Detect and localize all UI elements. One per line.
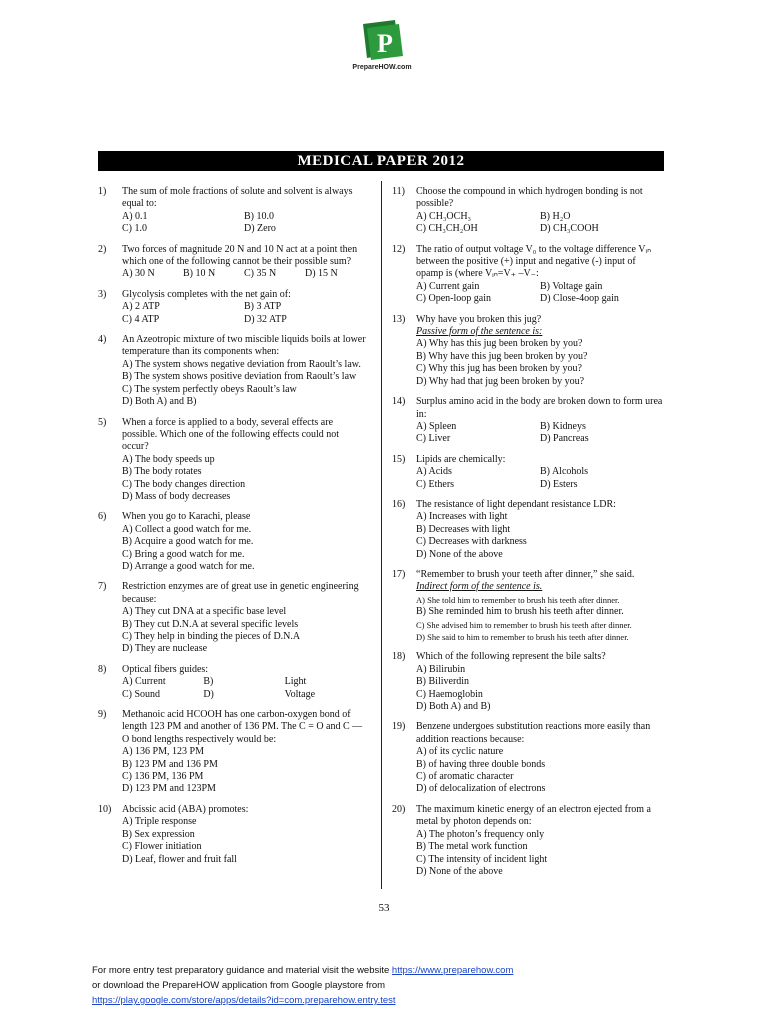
question-body bbox=[122, 289, 366, 326]
question-text: The ratio of output voltage V₀ to the voltage difference Vᵢₙ between the positive (+) input and negative (-) input of opamp is (where Vᵢₙ=V₊ –V₋: bbox=[416, 243, 652, 280]
option: B) H₂O bbox=[540, 210, 571, 222]
question-body bbox=[122, 334, 366, 408]
question-body bbox=[416, 651, 664, 713]
question bbox=[98, 244, 366, 281]
question-body bbox=[416, 721, 664, 795]
website-link[interactable]: https://www.preparehow.com bbox=[391, 965, 514, 976]
question-body bbox=[122, 511, 366, 573]
option: C) CH₃CH₂OH bbox=[416, 223, 478, 235]
question-text: An Azeotropic mixture of two miscible liquids boils at lower temperature than its components when: bbox=[122, 334, 366, 358]
option-row bbox=[416, 421, 664, 433]
option: C) Ethers bbox=[416, 478, 455, 490]
option-row bbox=[416, 466, 664, 478]
question bbox=[392, 721, 664, 795]
option: B) Acquire a good watch for me. bbox=[122, 536, 254, 548]
question bbox=[98, 664, 366, 701]
option-row bbox=[416, 293, 664, 305]
question-body bbox=[122, 664, 366, 701]
option: D) 15 N bbox=[305, 268, 338, 280]
preparehow-logo-icon bbox=[359, 18, 405, 62]
right-column bbox=[392, 186, 664, 886]
question bbox=[98, 709, 366, 796]
question-body bbox=[122, 804, 366, 866]
question-text: Surplus amino acid in the body are broken down to form urea in: bbox=[416, 396, 663, 420]
logo bbox=[352, 18, 412, 71]
question-number: 14) bbox=[392, 396, 406, 408]
question bbox=[392, 804, 664, 878]
option: C) Bring a good watch for me. bbox=[122, 548, 245, 560]
option: D) None of the above bbox=[416, 865, 503, 877]
question-text: The resistance of light dependant resistance LDR: bbox=[416, 498, 616, 510]
question-number: 3) bbox=[98, 288, 107, 300]
option: A) 0.1 bbox=[122, 210, 148, 222]
option: Voltage bbox=[284, 688, 316, 700]
option: D) 123 PM and 123PM bbox=[122, 783, 216, 795]
option-row bbox=[416, 433, 664, 445]
question bbox=[392, 651, 664, 713]
question-body bbox=[122, 417, 366, 504]
option: C) The body changes direction bbox=[122, 478, 246, 490]
option-row bbox=[122, 301, 366, 313]
question-number: 5) bbox=[98, 416, 107, 428]
option: D) CH₃COOH bbox=[540, 223, 599, 235]
option: A) The system shows negative deviation from Raoult’s law. bbox=[122, 358, 361, 370]
playstore-link[interactable]: https://play.google.com/store/apps/details?id=com.preparehow.entry.test bbox=[92, 995, 396, 1006]
question-body bbox=[122, 581, 366, 655]
option: A) 2 ATP bbox=[122, 301, 160, 313]
option: D) bbox=[203, 688, 214, 700]
question-body bbox=[416, 314, 664, 388]
question-number: 12) bbox=[392, 243, 406, 255]
question-body bbox=[122, 244, 366, 281]
option: C) Decreases with darkness bbox=[416, 536, 527, 548]
option: B) 3 ATP bbox=[244, 301, 282, 313]
question-number: 7) bbox=[98, 581, 107, 593]
option: D) They are nuclease bbox=[122, 643, 208, 655]
option-row bbox=[416, 223, 664, 235]
option: D) Zero bbox=[244, 223, 276, 235]
question bbox=[98, 804, 366, 866]
question-text: Abcissic acid (ABA) promotes: bbox=[122, 803, 249, 815]
question bbox=[392, 499, 664, 561]
option-row bbox=[122, 689, 366, 701]
option: C) Liver bbox=[416, 433, 451, 445]
question-body bbox=[416, 454, 664, 491]
footer bbox=[92, 963, 513, 1008]
option: D) Pancreas bbox=[540, 433, 589, 445]
question-text: Methanoic acid HCOOH has one carbon-oxygen bond of length 123 PM and another of 136 PM. The C = O and C — O bond lengths respectively would be: bbox=[122, 709, 363, 745]
question-text: Glycolysis completes with the net gain of: bbox=[122, 288, 291, 300]
question bbox=[98, 289, 366, 326]
question bbox=[98, 334, 366, 408]
option: C) 4 ATP bbox=[122, 313, 160, 325]
option: A) Current gain bbox=[416, 280, 480, 292]
question-text: When you go to Karachi, please bbox=[122, 511, 251, 523]
question-number: 8) bbox=[98, 663, 107, 675]
question-number: 10) bbox=[98, 803, 112, 815]
question bbox=[98, 511, 366, 573]
option: Light bbox=[284, 676, 307, 688]
option: C) Flower initiation bbox=[122, 841, 202, 853]
question-text: Which of the following represent the bile salts? bbox=[416, 651, 606, 663]
question-text: When a force is applied to a body, several effects are possible. Which one of the following effects could not occur? bbox=[122, 416, 340, 453]
question bbox=[98, 581, 366, 655]
option: B) The system shows positive deviation from Raoult’s law bbox=[122, 371, 357, 383]
question-text: Why have you broken this jug? bbox=[416, 313, 542, 325]
option: C) 35 N bbox=[244, 268, 277, 280]
option: C) Sound bbox=[122, 688, 161, 700]
question-text: “Remember to brush your teeth after dinner,” she said. bbox=[416, 568, 635, 580]
question bbox=[392, 186, 664, 236]
question-text: The maximum kinetic energy of an electron ejected from a metal by photon depends on: bbox=[416, 803, 651, 828]
option-row bbox=[416, 281, 664, 293]
option: B) She reminded him to brush his teeth after dinner. bbox=[416, 606, 624, 618]
option: C) The system perfectly obeys Raoult’s law bbox=[122, 383, 297, 395]
option: A) Current bbox=[122, 676, 166, 688]
column-divider bbox=[381, 181, 382, 889]
question-body bbox=[416, 499, 664, 561]
option: B) 123 PM and 136 PM bbox=[122, 758, 218, 770]
question-text: Choose the compound in which hydrogen bonding is not possible? bbox=[416, 186, 643, 210]
question-text: Benzene undergoes substitution reactions more easily than addition reactions because: bbox=[416, 721, 651, 745]
option: B) Voltage gain bbox=[540, 280, 603, 292]
option: C) The intensity of incident light bbox=[416, 853, 548, 865]
option: D) Esters bbox=[540, 478, 578, 490]
option-row bbox=[122, 676, 366, 688]
question-number: 4) bbox=[98, 334, 107, 346]
option: B) The body rotates bbox=[122, 466, 202, 478]
option: A) The photon’s frequency only bbox=[416, 828, 545, 840]
question-number: 2) bbox=[98, 243, 107, 255]
question-number: 1) bbox=[98, 186, 107, 197]
option: B) Biliverdin bbox=[416, 676, 470, 688]
option: C) 1.0 bbox=[122, 223, 147, 235]
option: A) Acids bbox=[416, 466, 452, 478]
page-title: MEDICAL PAPER 2012 bbox=[98, 151, 664, 171]
page-number: 53 bbox=[378, 902, 390, 914]
question bbox=[98, 186, 366, 236]
option: A) They cut DNA at a specific base level bbox=[122, 606, 287, 618]
option: A) 136 PM, 123 PM bbox=[122, 746, 204, 758]
option: D) Arrange a good watch for me. bbox=[122, 560, 255, 572]
logo-text: PrepareHOW.com bbox=[352, 64, 412, 71]
option: B) 10.0 bbox=[244, 210, 274, 222]
option: D) Both A) and B) bbox=[122, 396, 197, 408]
left-column bbox=[98, 186, 366, 874]
option: B) Decreases with light bbox=[416, 523, 511, 535]
footer-line1: For more entry test preparatory guidance and material visit the website bbox=[92, 965, 392, 976]
question bbox=[392, 396, 664, 446]
option: B) Why have this jug been broken by you? bbox=[416, 350, 588, 362]
option: A) 30 N bbox=[122, 268, 155, 280]
question-subtext: Indirect form of the sentence is. bbox=[416, 581, 543, 593]
option: B) Kidneys bbox=[540, 420, 586, 432]
question-text: The sum of mole fractions of solute and solvent is always equal to: bbox=[122, 186, 353, 210]
question-text: Restriction enzymes are of great use in genetic engineering because: bbox=[122, 581, 359, 605]
question-number: 13) bbox=[392, 313, 406, 325]
option: A) Spleen bbox=[416, 420, 457, 432]
question-number: 11) bbox=[392, 186, 405, 197]
svg-text:P: P bbox=[377, 29, 393, 58]
question-subtext: Passive form of the sentence is: bbox=[416, 326, 543, 338]
question-number: 15) bbox=[392, 453, 406, 465]
question-number: 16) bbox=[392, 498, 406, 510]
option: C) She advised him to remember to brush his teeth after dinner. bbox=[416, 619, 632, 630]
option: C) Why this jug has been broken by you? bbox=[416, 363, 582, 375]
option: B) bbox=[203, 676, 214, 688]
option: A) Increases with light bbox=[416, 511, 508, 523]
question-text: Two forces of magnitude 20 N and 10 N act at a point then which one of the following cannot be their possible sum? bbox=[122, 243, 358, 268]
question-text: Optical fibers guides: bbox=[122, 663, 209, 675]
option: A) Collect a good watch for me. bbox=[122, 523, 252, 535]
option: C) They help in binding the pieces of D.N.A bbox=[122, 631, 301, 642]
question bbox=[392, 244, 664, 306]
option: B) Sex expression bbox=[122, 828, 195, 840]
option: D) Why had that jug been broken by you? bbox=[416, 375, 585, 387]
option: D) Leaf, flower and fruit fall bbox=[122, 853, 237, 865]
option: D) None of the above bbox=[416, 548, 503, 560]
option-row bbox=[122, 211, 366, 223]
option: D) 32 ATP bbox=[244, 313, 287, 325]
question-number: 9) bbox=[98, 709, 107, 721]
option: A) of its cyclic nature bbox=[416, 746, 504, 758]
option: A) CH₃OCH₃ bbox=[416, 210, 472, 222]
option: C) Open-loop gain bbox=[416, 293, 491, 305]
option: D) She said to him to remember to brush his teeth after dinner. bbox=[416, 632, 629, 642]
option: B) They cut D.N.A at several specific levels bbox=[122, 618, 299, 630]
option: B) 10 N bbox=[183, 268, 216, 280]
option-row bbox=[416, 479, 664, 491]
option: D) Mass of body decreases bbox=[122, 490, 231, 502]
question-number: 20) bbox=[392, 803, 406, 815]
question-body bbox=[416, 244, 664, 306]
option-row bbox=[122, 223, 366, 235]
question-body bbox=[122, 709, 366, 796]
option-row bbox=[122, 314, 366, 326]
question-number: 19) bbox=[392, 721, 406, 733]
question-body bbox=[416, 804, 664, 878]
option: C) Haemoglobin bbox=[416, 688, 483, 700]
question-body bbox=[122, 186, 366, 236]
question bbox=[98, 417, 366, 504]
option-row bbox=[416, 211, 664, 223]
question-body bbox=[416, 186, 664, 236]
question-body bbox=[416, 396, 664, 446]
option: A) Bilirubin bbox=[416, 663, 466, 675]
question-number: 6) bbox=[98, 511, 107, 523]
option: B) The metal work function bbox=[416, 841, 528, 853]
option: A) She told him to remember to brush his teeth after dinner. bbox=[416, 594, 620, 605]
question-number: 18) bbox=[392, 651, 406, 663]
option-row bbox=[122, 268, 366, 280]
question-number: 17) bbox=[392, 568, 406, 580]
option: B) of having three double bonds bbox=[416, 758, 546, 770]
option: A) Why has this jug been broken by you? bbox=[416, 338, 583, 350]
question-text: Lipids are chemically: bbox=[416, 453, 506, 465]
option: A) Triple response bbox=[122, 816, 197, 828]
option: D) of delocalization of electrons bbox=[416, 783, 546, 795]
option: A) The body speeds up bbox=[122, 453, 215, 465]
question bbox=[392, 454, 664, 491]
option: C) of aromatic character bbox=[416, 771, 514, 783]
question-body bbox=[416, 569, 664, 643]
option: D) Both A) and B) bbox=[416, 701, 491, 713]
question bbox=[392, 314, 664, 388]
footer-line2: or download the PrepareHOW application from Google playstore from bbox=[92, 980, 386, 991]
question bbox=[392, 569, 664, 643]
option: B) Alcohols bbox=[540, 466, 589, 478]
option: D) Close-4oop gain bbox=[540, 293, 619, 305]
option: C) 136 PM, 136 PM bbox=[122, 771, 204, 783]
